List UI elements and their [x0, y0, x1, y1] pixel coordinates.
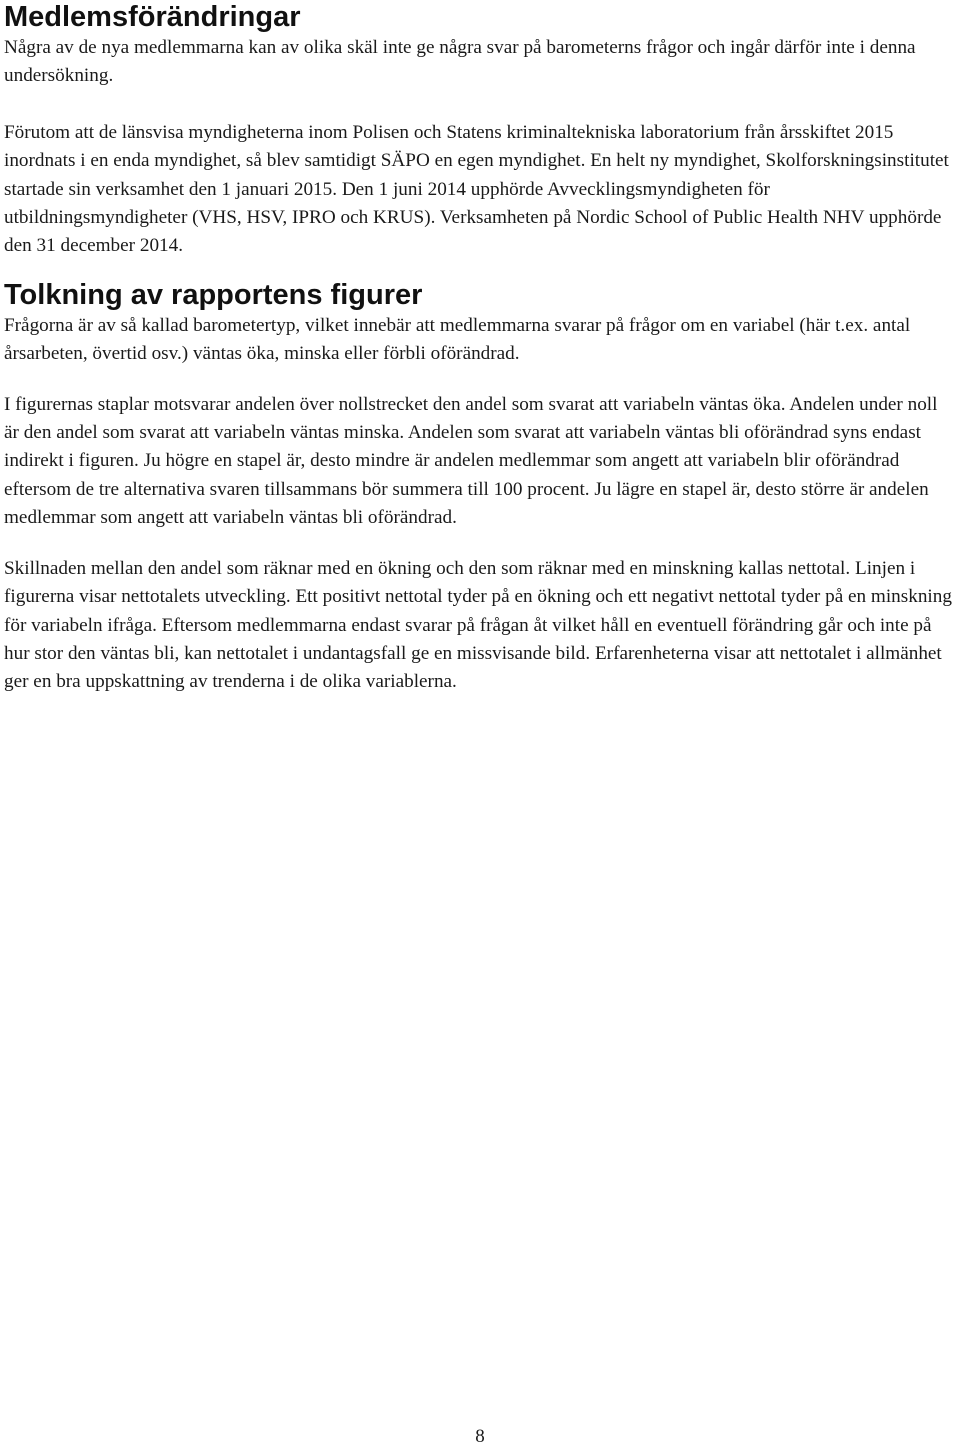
page-number: 8	[475, 1426, 485, 1447]
paragraph-myndighetsforandringar: Förutom att de länsvisa myndigheterna inom Polisen och Statens kriminaltekniska laboratorium från årsskiftet 2015 inordnats i en enda myndighet, så blev samtidigt SÄPO en egen myndighet. En helt ny myndighet, Skolforskningsinstitutet startade sin verksamhet den 1 januari 2015. Den 1 juni 2014 upphörde Avvecklingsmyndigheten för utbildningsmyndigheter (VHS, HSV, IPRO och KRUS). Verksamheten på Nordic School of Public Health NHV upphörde den 31 december 2014.	[4, 121, 949, 257]
section-heading-medlemsforandringar: Medlemsförändringar	[4, 1, 301, 33]
paragraph-nettotal: Skillnaden mellan den andel som räknar med en ökning och den som räknar med en minskning kallas nettotal. Linjen i figurerna visar nettotalets utveckling. Ett positivt nettotal tyder på en ökning och ett negativt nettotal tyder på en minskning för variabeln ifråga. Eftersom medlemmarna endast svarar på frågan åt vilket håll en eventuell förändring går och inte på hur stor den väntas bli, kan nettotalet i undantagsfall ge en missvisande bild. Erfarenheterna visar att nettotalet i allmänhet ger en bra uppskattning av trenderna i de olika variablerna.	[4, 557, 952, 693]
paragraph-medlemsforandringar-intro: Några av de nya medlemmarna kan av olika skäl inte ge några svar på barometerns frågor och ingår därför inte i denna undersökning.	[4, 37, 916, 87]
paragraph-barometertyp: Frågorna är av så kallad barometertyp, vilket innebär att medlemmarna svarar på frågor om en variabel (här t.ex. antal årsarbeten, övertid osv.) väntas öka, minska eller förbli oförändrad.	[4, 314, 911, 365]
document-page	[4, 0, 956, 697]
paragraph-staplar: I figurernas staplar motsvarar andelen över nollstrecket den andel som svarat att variabeln väntas öka. Andelen under noll är den andel som svarat att variabeln väntas minska. Andelen som svarat att variabeln väntas bli oförändrad syns endast indirekt i figuren. Ju högre en stapel är, desto mindre är andelen medlemmar som angett att variabeln blir oförändrad eftersom de tre alternativa svaren tillsammans bör summera till 100 procent. Ju lägre en stapel är, desto större är andelen medlemmar som angett att variabeln väntas bli oförändrad.	[4, 393, 938, 529]
section-heading-tolkning: Tolkning av rapportens figurer	[4, 278, 423, 311]
